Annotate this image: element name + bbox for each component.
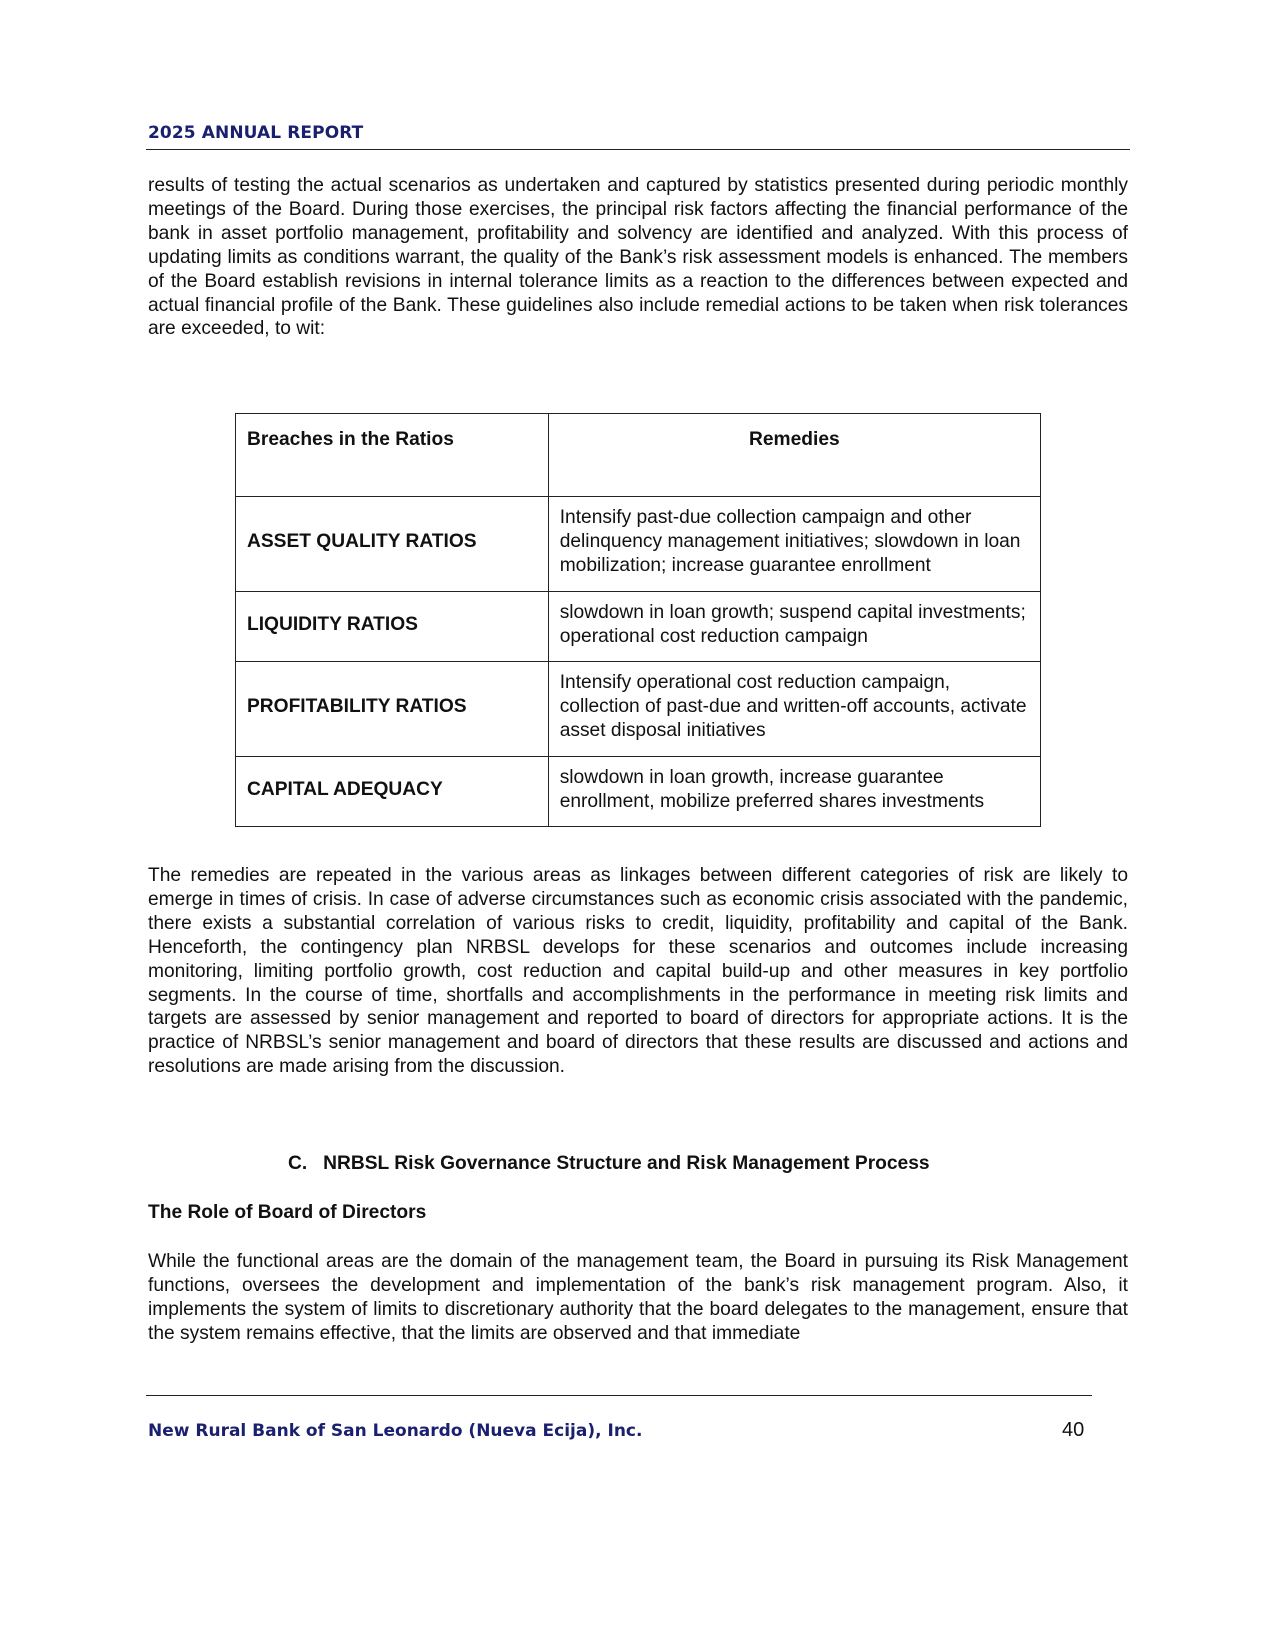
report-header-title: 2025 ANNUAL REPORT — [148, 123, 364, 143]
remedy-text: slowdown in loan growth; suspend capital investments; operational cost reduction campaign — [548, 592, 1040, 662]
table-row — [236, 497, 1041, 592]
ratio-name: PROFITABILITY RATIOS — [236, 662, 549, 757]
remedy-text: Intensify past-due collection campaign and other delinquency management initiatives; slowdown in loan mobilization; increase guarantee enrollment — [548, 497, 1040, 592]
section-heading: C. NRBSL Risk Governance Structure and Risk Management Process — [288, 1153, 930, 1174]
board-role-paragraph: While the functional areas are the domain of the management team, the Board in pursuing its Risk Management functions, oversees the development and implementation of the bank’s risk management program. Also, it implements the system of limits to discretionary authority that the board delegates to the management, ensure that the system remains effective, that the limits are observed and that immediate — [148, 1251, 1128, 1344]
remedy-text: Intensify operational cost reduction campaign, collection of past-due and written-off accounts, activate asset disposal initiatives — [548, 662, 1040, 757]
table-row — [236, 757, 1041, 827]
footer-divider — [146, 1395, 1092, 1396]
header-divider — [146, 149, 1130, 150]
subsection-heading: The Role of Board of Directors — [148, 1202, 427, 1223]
table-row — [236, 592, 1041, 662]
ratio-remedies-table — [235, 413, 1041, 827]
table-row — [236, 662, 1041, 757]
page-number: 40 — [1062, 1419, 1085, 1441]
table-header-row — [236, 414, 1041, 497]
header-remedies: Remedies — [548, 414, 1040, 497]
remedies-paragraph: The remedies are repeated in the various areas as linkages between different categories of risk are likely to emerge in times of crisis. In case of adverse circumstances such as economic crisis associated with the pandemic, there exists a substantial correlation of various risks to credit, liquidity, profitability and capital of the Bank. Henceforth, the contingency plan NRBSL develops for these scenarios and outcomes include increasing monitoring, limiting portfolio growth, cost reduction and capital build-up and other measures in key portfolio segments. In the course of time, shortfalls and accomplishments in the performance in meeting risk limits and targets are assessed by senior management and reported to board of directors for appropriate actions. It is the practice of NRBSL’s senior management and board of directors that these results are discussed and actions and resolutions are made arising from the discussion. — [148, 865, 1128, 1078]
ratio-name: LIQUIDITY RATIOS — [236, 592, 549, 662]
ratio-name: ASSET QUALITY RATIOS — [236, 497, 549, 592]
intro-paragraph: results of testing the actual scenarios as undertaken and captured by statistics presented during periodic monthly meetings of the Board. During those exercises, the principal risk factors affecting the financial performance of the bank in asset portfolio management, profitability and solvency are identified and analyzed. With this process of updating limits as conditions warrant, the quality of the Bank’s risk assessment models is enhanced. The members of the Board establish revisions in internal tolerance limits as a reaction to the differences between expected and actual financial profile of the Bank. These guidelines also include remedial actions to be taken when risk tolerances are exceeded, to wit: — [148, 175, 1128, 340]
remedy-text: slowdown in loan growth, increase guarantee enrollment, mobilize preferred shares investments — [548, 757, 1040, 827]
footer-bank-name: New Rural Bank of San Leonardo (Nueva Ecija), Inc. — [148, 1421, 643, 1441]
ratio-name: CAPITAL ADEQUACY — [236, 757, 549, 827]
header-breaches: Breaches in the Ratios — [236, 414, 549, 497]
